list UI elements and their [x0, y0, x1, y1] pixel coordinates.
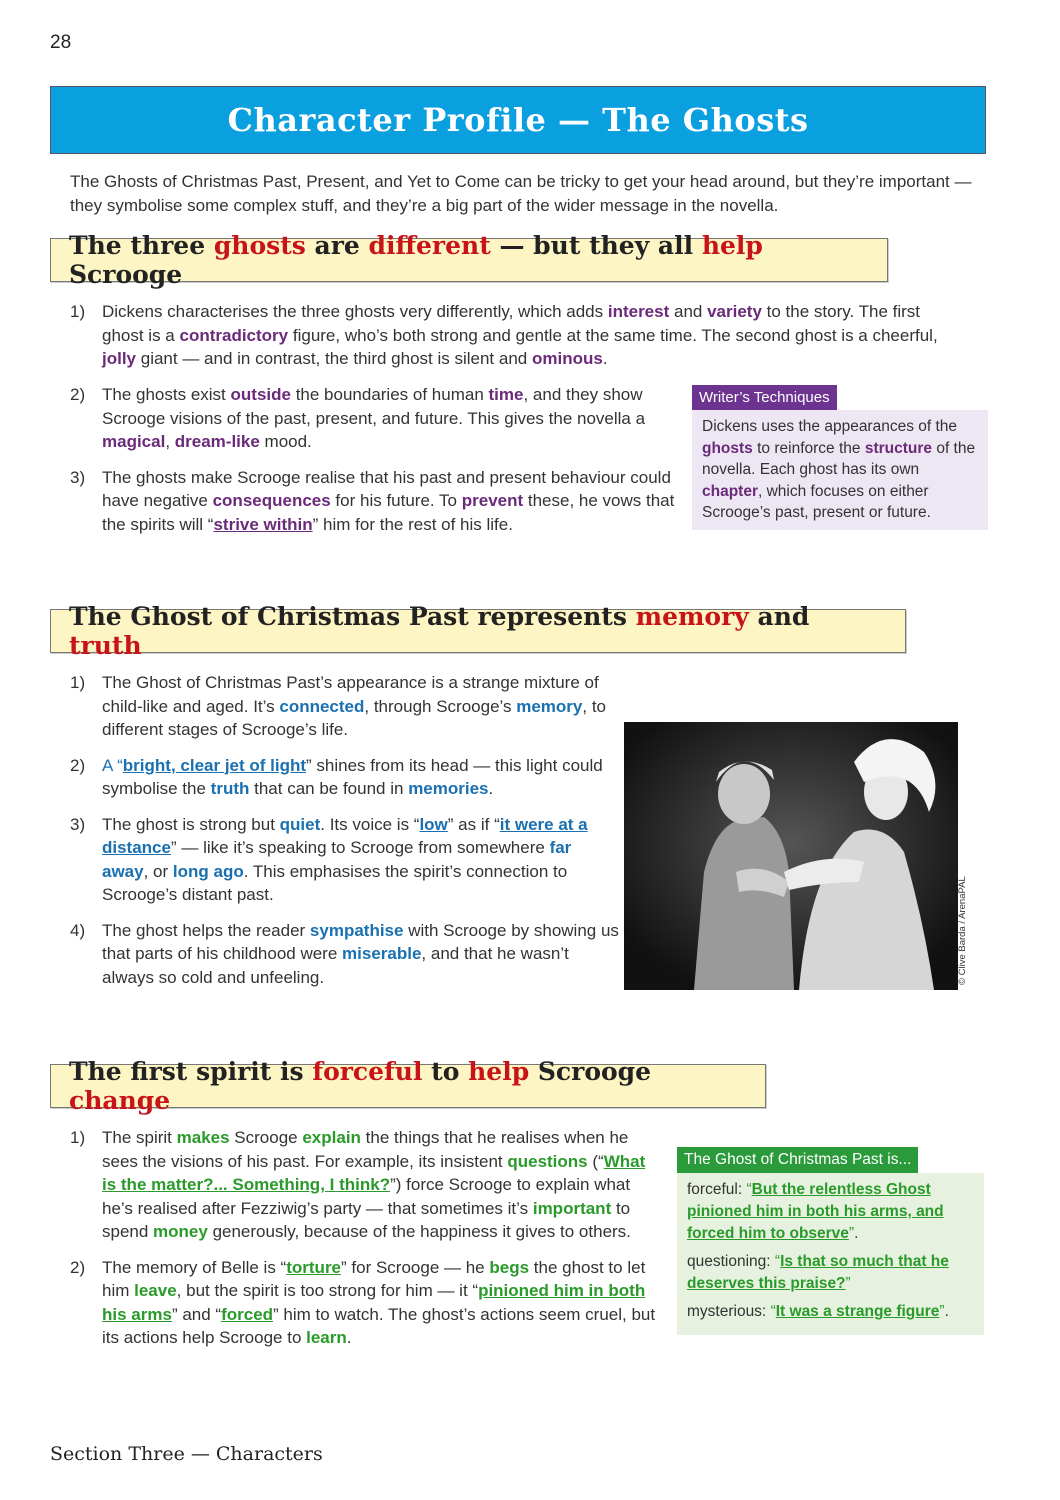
- section2-list: [50, 671, 620, 1001]
- stage-photo: [624, 722, 958, 990]
- list-item: 1) The spirit makes Scrooge explain the things that he realises when he sees the visions of his past. For example, its insistent questions (“What is the matter?... Something, I think?”) force Scrooge to explain what he’s realised after Fezziwig’s party — that sometimes it’s important to spend money generously, because of the happiness it gives to others.: [70, 1128, 646, 1241]
- ghost-box-label: The Ghost of Christmas Past is...: [677, 1147, 918, 1173]
- ghost-box-body: [677, 1173, 984, 1335]
- writers-techniques-label: Writer’s Techniques: [692, 385, 837, 410]
- heading-text: — but they all: [490, 231, 702, 260]
- stage-photo-illustration: [624, 722, 958, 990]
- writers-techniques-body: Dickens uses the appearances of the ghosts to reinforce the structure of the novella. Each ghost has its own chapter, which focuses on either Scrooge’s past, present or future.: [692, 410, 988, 530]
- list-item: 2) A “bright, clear jet of light” shines from its head — this light could symbolise the truth that can be found in memories.: [70, 755, 603, 798]
- page-number: 28: [50, 32, 72, 53]
- photo-credit: © Clive Barda / ArenaPAL: [957, 876, 968, 985]
- ghost-entry: forceful: “But the relentless Ghost pinioned him in both his arms, and forced him to observe”.: [687, 1181, 944, 1242]
- list-item: 4) The ghost helps the reader sympathise with Scrooge by showing us that parts of his childhood were miserable, and that he wasn’t always so cold and unfeeling.: [70, 920, 619, 987]
- writers-techniques-box: [692, 385, 988, 530]
- section-heading-first-spirit: The first spirit is forceful to help Scrooge change: [50, 1064, 766, 1108]
- list-item: 1) The Ghost of Christmas Past’s appearance is a strange mixture of child-like and aged. It’s connected, through Scrooge’s memory, to different stages of Scrooge’s life.: [70, 673, 606, 739]
- section-heading-three-ghosts: [50, 231, 888, 289]
- intro-paragraph: The Ghosts of Christmas Past, Present, and Yet to Come can be tricky to get your head around, but they’re important — they symbolise some complex stuff, and they’re a big part of the wider message in the novella.: [70, 172, 972, 215]
- heading-keyword: help: [701, 231, 763, 260]
- list-item: 3) The ghosts make Scrooge realise that his past and present behaviour could have negative consequences for his future. To prevent these, he vows that the spirits will “strive within” him for the rest of his life.: [70, 467, 675, 534]
- heading-text: Scrooge: [69, 260, 183, 289]
- title-banner: [50, 86, 986, 154]
- heading-keyword: ghosts: [213, 231, 306, 260]
- list-item: 1) Dickens characterises the three ghosts very differently, which adds interest and variety to the story. The first ghost is a contradictory figure, who’s both strong and gentle at the same time. The second ghost is a cheerful, jolly giant — and in contrast, the third ghost is silent and ominous.: [70, 302, 938, 368]
- section-heading-christmas-past: The Ghost of Christmas Past represents memory and truth: [50, 609, 906, 653]
- footer-section-label: Section Three — Characters: [50, 1443, 323, 1465]
- section1-list-b: [50, 383, 680, 548]
- heading-keyword: different: [368, 231, 491, 260]
- list-item: 2) The ghosts exist outside the boundaries of human time, and they show Scrooge visions of the past, present, and future. This gives the novella a magical, dream-like mood.: [70, 385, 646, 451]
- list-item: 2) The memory of Belle is “torture” for Scrooge — he begs the ghost to let him leave, but the spirit is too strong for him — it “pinioned him in both his arms” and “forced” him to watch. The ghost’s actions seem cruel, but its actions help Scrooge to learn.: [70, 1257, 656, 1347]
- ghost-description-box: [677, 1147, 984, 1335]
- page-title: Character Profile — The Ghosts: [227, 101, 809, 139]
- list-item: 3) The ghost is strong but quiet. Its voice is “low” as if “it were at a distance” — like it’s speaking to Scrooge from somewhere far away, or long ago. This emphasises the spirit’s connection to Scrooge’s distant past.: [70, 814, 588, 904]
- heading-text: are: [305, 231, 369, 260]
- ghost-entry: questioning: “Is that so much that he deserves this praise?”: [687, 1253, 949, 1292]
- section3-list: [50, 1126, 662, 1362]
- ghost-entry: mysterious: “It was a strange figure”.: [687, 1303, 949, 1320]
- section1-list: [50, 300, 940, 383]
- heading-text: The three: [69, 231, 214, 260]
